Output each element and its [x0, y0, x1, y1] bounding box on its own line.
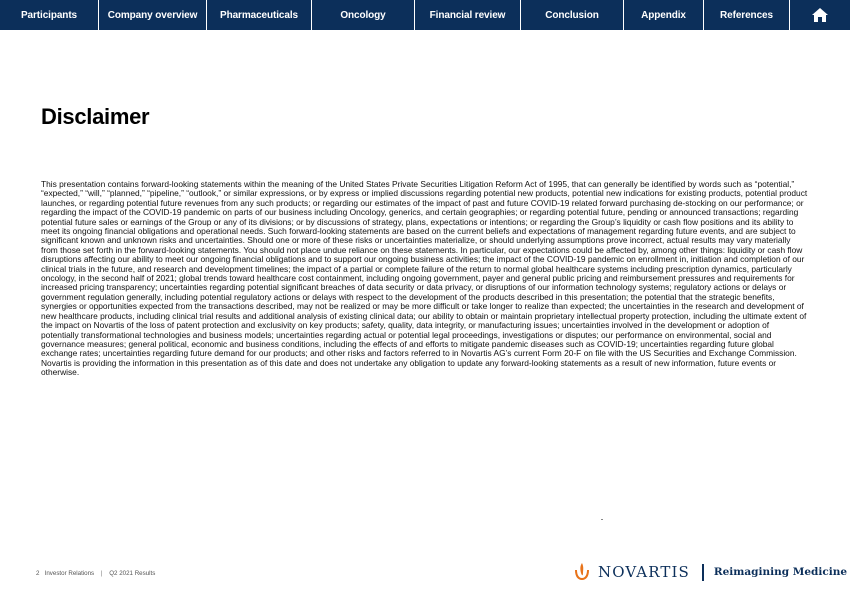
footer-separator: | [100, 570, 103, 577]
nav-references[interactable]: References [704, 0, 790, 30]
top-navigation [0, 0, 850, 30]
novartis-flame-icon [572, 561, 592, 583]
brand-divider [702, 564, 704, 581]
nav-oncology[interactable]: Oncology [312, 0, 415, 30]
page-title: Disclaimer [41, 104, 150, 129]
nav-pharmaceuticals[interactable]: Pharmaceuticals [207, 0, 312, 30]
footer-info [36, 570, 155, 577]
nav-participants[interactable]: Participants [0, 0, 99, 30]
footer-section: Investor Relations [44, 570, 95, 577]
disclaimer-text: This presentation contains forward-looking statements within the meaning of the United States Private Securities Litigation Reform Act of 1995, that can generally be identified by words such as “potential,” “expected,” “will,” “planned,” “pipeline,” “outlook,” or similar expressions, or by express or implied discussions regarding potential new products, potential new indications for existing products, potential product launches, or regarding potential future revenues from any such products; or regarding our estimates of the impact of past and future COVID-19 related forward purchasing de-stocking on our performance; or regarding the impact of the COVID-19 pandemic on parts of our business including Oncology, generics, and certain geographies; or regarding potential future, pending or announced transactions; regarding potential future sales or earnings of the Group or any of its divisions; or by discussions of strategy, plans, expectations or intentions; or regarding the Group’s liquidity or cash flow positions and its ability to meet its ongoing financial obligations and operational needs. Such forward-looking statements are based on the current beliefs and expectations of management regarding future events, and are subject to significant known and unknown risks and uncertainties. Should one or more of these risks or uncertainties materialize, or should underlying assumptions prove incorrect, actual results may vary materially from those set forth in the forward-looking statements. You should not place undue reliance on these statements. In particular, our expectations could be affected by, among other things: liquidity or cash flow disruptions affecting our ability to meet our ongoing financial obligations and to support our ongoing business activities; the impact of the COVID-19 pandemic on enrollment in, initiation and completion of our clinical trials in the future, and research and development timelines; the impact of a partial or complete failure of the return to normal global healthcare systems including prescription dynamics, particularly oncology, in the second half of 2021; global trends toward healthcare cost containment, including ongoing government, payer and general public pricing and reimbursement pressures and requirements for increased pricing transparency; uncertainties regarding potential significant breaches of data security or data privacy, or disruptions of our information technology systems; regulatory actions or delays or government regulation generally, including potential regulatory actions or delays with respect to the development of the products described in this presentation; the potential that the strategic benefits, synergies or opportunities expected from the transactions described, may not be realized or may be more difficult or take longer to realize than expected; the uncertainties in the research and development of new healthcare products, including clinical trial results and additional analysis of existing clinical data; our ability to obtain or maintain proprietary intellectual property protection, including the ultimate extent of the impact on Novartis of the loss of patent protection and exclusivity on key products; safety, quality, data integrity, or manufacturing issues; uncertainties involved in the development or adoption of potentially transformational technologies and business models; uncertainties regarding actual or potential legal proceedings, investigations or disputes; our performance on environmental, social and governance measures; general political, economic and business conditions, including the effects of and efforts to mitigate pandemic diseases such as COVID-19; uncertainties regarding future global exchange rates; uncertainties regarding future demand for our products; and other risks and factors referred to in Novartis AG’s current Form 20-F on file with the US Securities and Exchange Commission. Novartis is providing the information in this presentation as of this date and does not undertake any obligation to update any forward-looking statements as a result of new information, future events or otherwise. [41, 179, 808, 378]
page-number: 2 [36, 570, 40, 577]
decorative-dot [601, 519, 603, 520]
nav-appendix[interactable]: Appendix [624, 0, 704, 30]
nav-company-overview[interactable]: Company overview [99, 0, 207, 30]
brand-name: NOVARTIS [598, 563, 690, 581]
nav-conclusion[interactable]: Conclusion [521, 0, 624, 30]
brand-tagline: Reimagining Medicine [713, 566, 848, 578]
home-button[interactable] [790, 0, 850, 30]
nav-financial-review[interactable]: Financial review [415, 0, 521, 30]
home-icon [811, 7, 829, 23]
footer-period: Q2 2021 Results [109, 570, 156, 577]
brand-logo [572, 560, 847, 584]
